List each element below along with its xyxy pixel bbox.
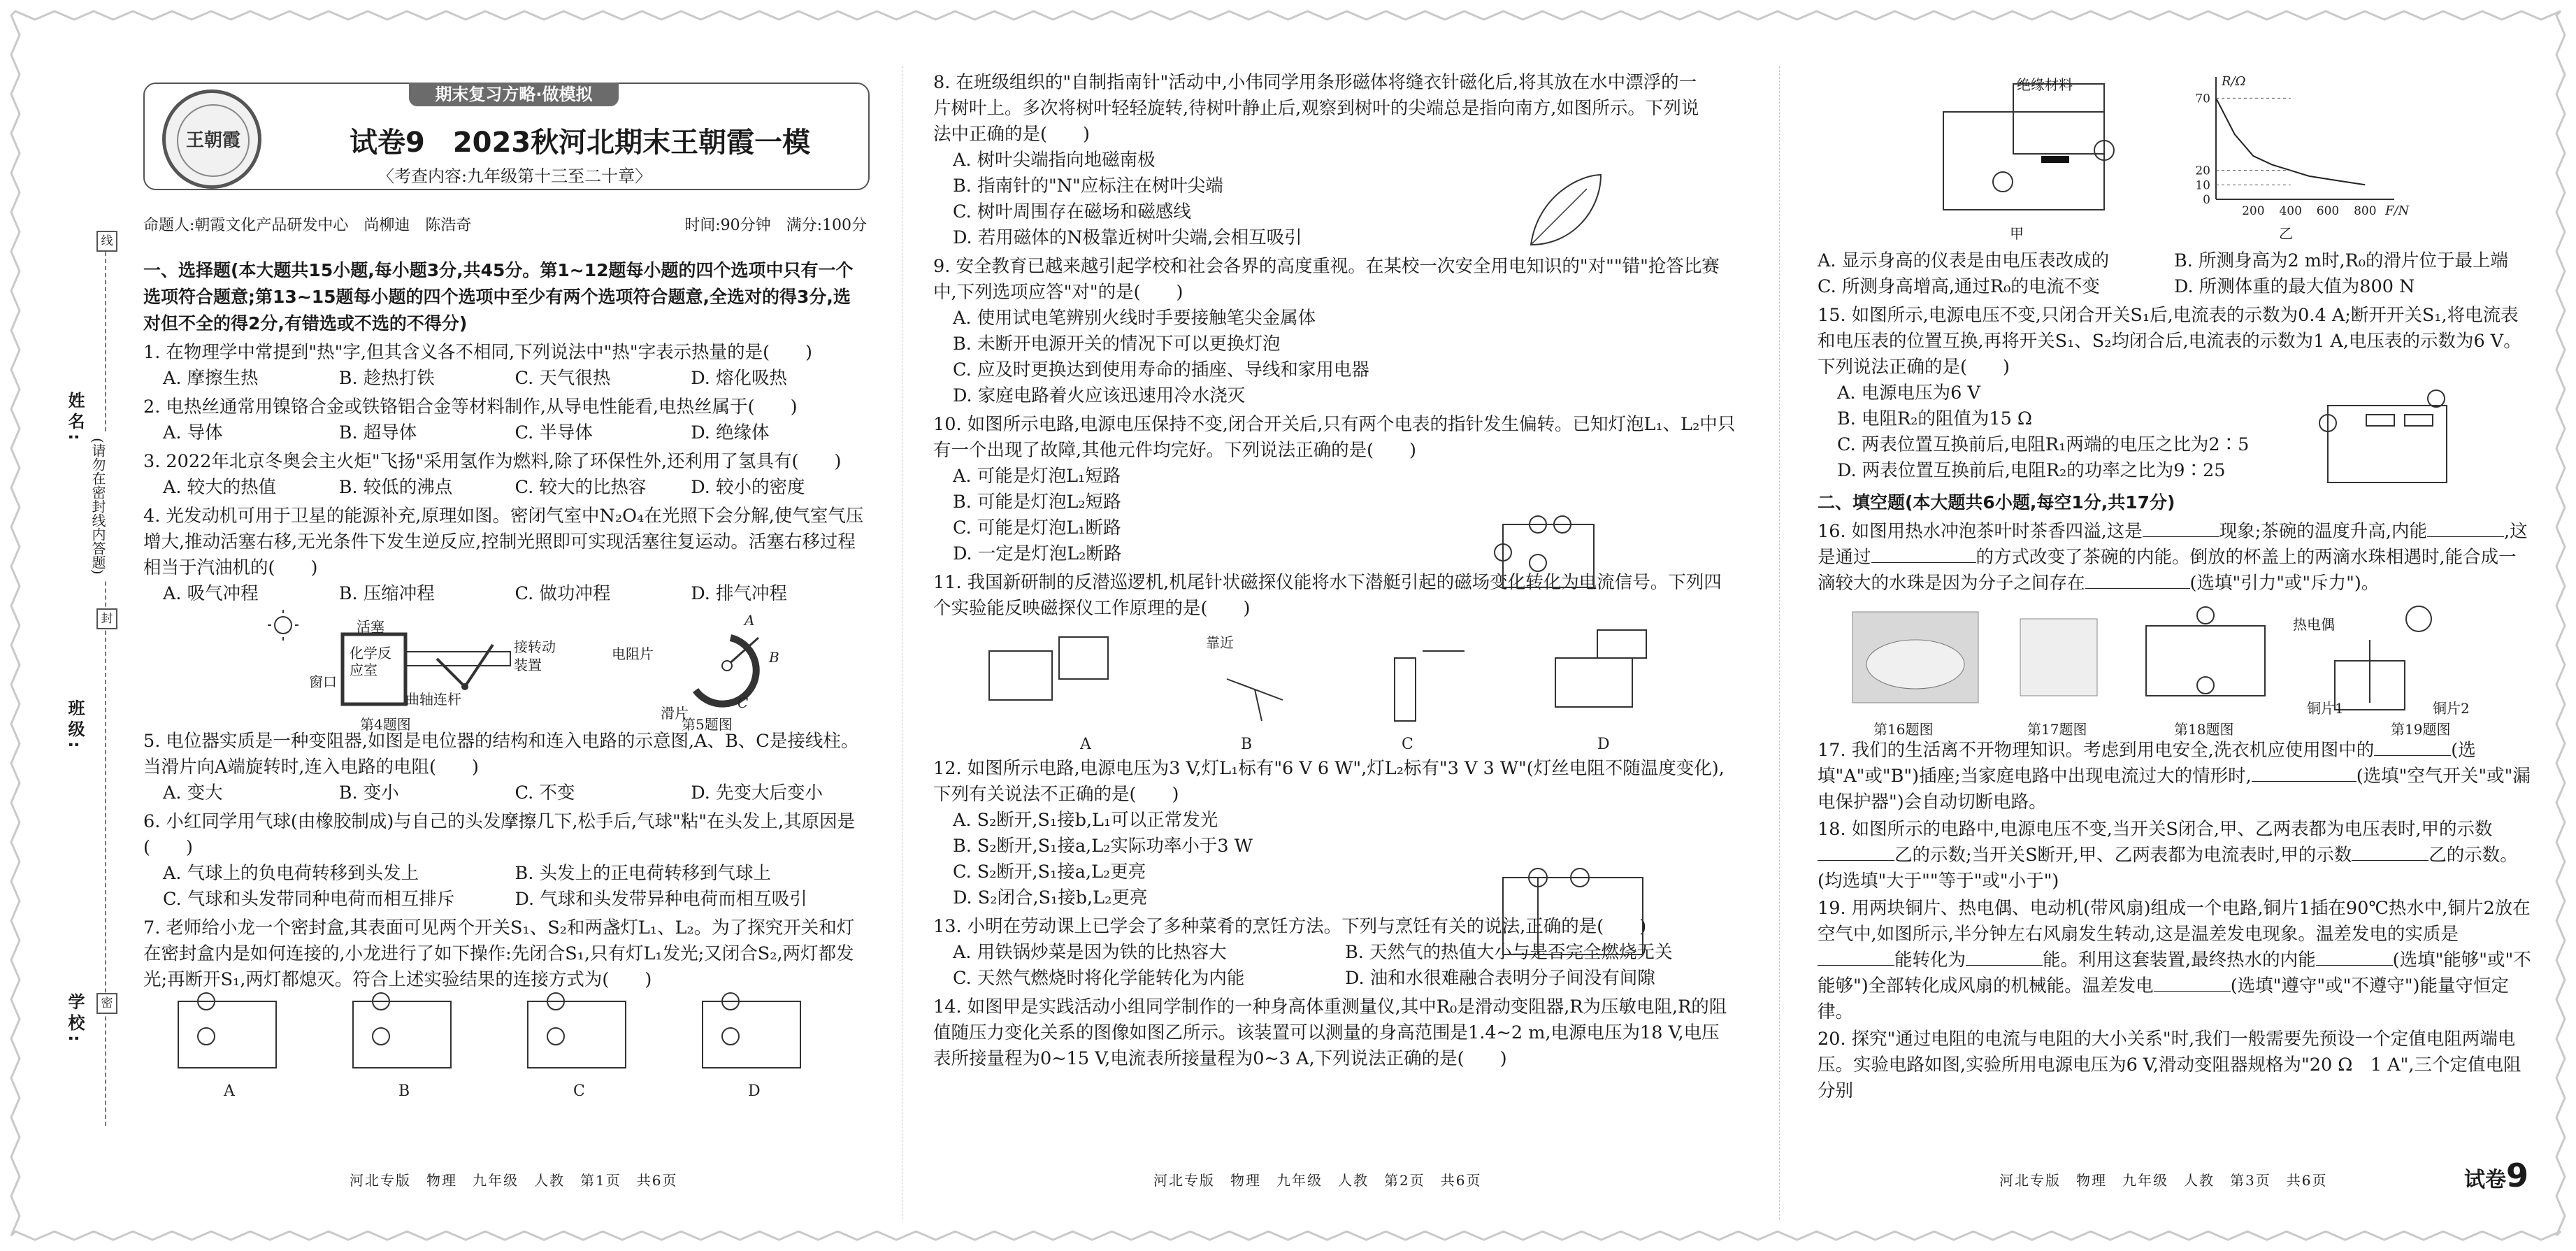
svg-text:A: A [224,1082,235,1100]
question-text: 5. 电位器实质是一种变阻器,如图是电位器的结构和连入电路的示意图,A、B、C是接线柱。当滑片向A端旋转时,连入电路的电阻( ) [143,731,859,778]
option[interactable]: A. 较大的热值 [163,477,277,498]
svg-text:A: A [744,612,755,629]
q14-yi-label: 乙 [2279,225,2293,242]
q14-graph [2174,70,2410,220]
option[interactable]: B. 压缩冲程 [338,583,435,604]
page-footer: 河北专版 物理 九年级 人教 第3页 共6页 [1999,1172,2328,1189]
answer-blank[interactable] [1818,950,1894,966]
question-10 [933,412,1737,567]
question-7 [143,915,867,993]
question-20 [1818,1027,2534,1104]
question-1 [143,340,867,392]
q20-text: 20. 探究"通过电阻的电流与电阻的大小关系"时,我们一般需要先预设一个定值电阻两端电压。实验电路如图,实验所用电源电压为6 V,滑动变阻器规格为"20 Ω 1 A",三个定值电阻分别 [1818,1029,2521,1101]
question-9 [933,254,1737,409]
option[interactable]: D. 较小的密度 [691,477,805,498]
option[interactable]: D. 油和水很难融合表明分子间没有间隙 [1345,968,1655,989]
option[interactable]: C. 半导体 [515,422,593,443]
question-11 [933,570,1737,622]
option[interactable]: D. 绝缘体 [691,422,770,443]
x-tick-label: 600 [2316,204,2340,218]
fig4-rotate-label: 接转动装置 [514,638,556,673]
option[interactable]: D. 若用磁体的N极靠近树叶尖端,会相互吸引 [953,227,1302,248]
answer-blank[interactable] [2252,766,2356,782]
q15-circuit [2307,381,2461,493]
q16-text: ,这是通过 [1818,521,2528,568]
option[interactable]: B. 趁热打铁 [338,368,435,389]
option[interactable]: A. 电源电压为6 V [1837,383,1980,403]
question-text: 8. 在班级组织的"自制指南针"活动中,小伟同学用条形磁体将缝衣针磁化后,将其放在水中漂浮的一片树叶上。多次将树叶轻轻旋转,待树叶静止后,观察到树叶的尖端总是指向南方,如图所示。下列说法中正确的是( ) [933,72,1699,145]
fig19-thermocouple-label: 热电偶 [2293,616,2335,633]
svg-text:C: C [1402,736,1413,753]
q16-text: (选填"引力"或"斥力")。 [2189,573,2380,594]
question-16 [1818,519,2534,596]
option[interactable]: D. 所测体重的最大值为800 N [2174,276,2415,297]
q18-text: 18. 如图所示的电路中,电源电压不变,当开关S闭合,甲、乙两表都为电压表时,甲的示数 [1818,819,2493,840]
option[interactable]: C. 所测身高增高,通过R₀的电流不变 [1818,276,2100,297]
question-14 [933,994,1737,1072]
fig19-copper1-label: 铜片1 [2307,700,2344,717]
svg-text:C: C [573,1082,585,1100]
fig4-window-label: 窗口 [309,673,337,690]
section-2-title: 二、填空题(本大题共6小题,每空1分,共17分) [1818,492,2175,513]
fig4-caption: 第4题图 [360,716,411,733]
question-text: 11. 我国新研制的反潜巡逻机,机尾针状磁探仪能将水下潜艇引起的磁场变化转化为电流信号。下列四个实验能反映磁探仪工作原理的是( ) [933,572,1722,619]
question-text: 6. 小红同学用气球(由橡胶制成)与自己的头发摩擦几下,松手后,气球"粘"在头发上,其原因是( ) [143,811,856,858]
question-text: 13. 小明在劳动课上已学会了多种菜肴的烹饪方法。下列与烹饪有关的说法,正确的是( ) [933,916,1647,937]
svg-text:D: D [748,1082,761,1100]
option[interactable]: D. 气球和头发带异种电荷而相互吸引 [515,889,807,910]
question-text: 12. 如图所示电路,电源电压为3 V,灯L₁标有"6 V 6 W",灯L₂标有"3 V 3 W"(灯丝电阻不随温度变化),下列有关说法不正确的是( ) [933,758,1725,805]
answer-blank[interactable] [2427,521,2504,537]
question-7-circuits [143,994,867,1099]
q17-text: (选填"空气开关"或"漏电保护器")会自动切断电路。 [1818,766,2531,813]
time-score: 时间:90分钟 满分:100分 [684,217,867,234]
fig18-caption: 第18题图 [2174,721,2234,738]
column-3 [1818,248,2534,1106]
option[interactable]: D. 排气冲程 [691,583,787,604]
option[interactable]: B. 头发上的正电荷转移到气球上 [515,863,771,884]
option[interactable]: A. 树叶尖端指向地磁南极 [953,150,1156,171]
option[interactable]: B. 可能是灯泡L₂短路 [953,492,1121,513]
q16-text: 16. 如图用热水冲泡茶叶时茶香四溢,这是 [1818,521,2143,542]
section-1-title: 一、选择题(本大题共15小题,每小题3分,共45分。第1~12题每小题的四个选项中只有一个选项符合题意;第13~15题每小题的四个选项中至少有两个选项符合题意,全选对的得3分,选对但不全的得2分,有错选或不选的不得分) [143,260,854,334]
q18-text: 乙的示数;当开关S断开,甲、乙两表都为电流表时,甲的示数 [1894,845,2352,866]
answer-blank[interactable] [2085,573,2190,589]
answer-blank[interactable] [1818,845,1894,861]
svg-text:B: B [769,649,779,666]
question-text: 2. 电热丝通常用镍铬合金或铁铬铝合金等材料制作,从导电性能看,电热丝属于( ) [143,396,798,417]
badge-prefix: 试卷 [2464,1168,2506,1192]
exam-meta [143,213,867,235]
option[interactable]: C. 天气很热 [515,368,611,389]
option[interactable]: A. 摩擦生热 [163,368,259,389]
fig4-crank-label: 曲轴连杆 [405,691,461,708]
option[interactable]: B. S₂断开,S₁接a,L₂实际功率小于3 W [953,836,1253,857]
seal-note: (请勿在密封线内答题) [88,434,108,579]
q16-text: 现象;茶碗的温度升高,内能 [2219,521,2427,542]
answer-blank[interactable] [2352,845,2429,861]
option[interactable]: A. 使用试电笔辨别火线时手要接触笔尖金属体 [953,308,1316,329]
option[interactable]: B. 电阻R₂的阻值为15 Ω [1837,408,2033,429]
brand-logo [162,90,261,189]
question-text: 15. 如图所示,电源电压不变,只闭合开关S₁后,电流表的示数为0.4 A;断开开关S₁,将电流表和电压表的位置互换,再将开关S₁、S₂均闭合后,电流表的示数为1 A,电压表的示数为6 V。下列说法正确的是( ) [1818,305,2521,378]
question-8 [933,70,1737,251]
column-1 [143,252,867,1107]
fig17-caption: 第17题图 [2027,721,2087,738]
svg-text:C: C [737,694,749,711]
fig4-room-label: 化学反应室 [350,645,391,678]
option[interactable]: C. 应及时更换达到使用寿命的插座、导线和家用电器 [953,359,1369,380]
badge-number: 9 [2506,1157,2529,1194]
option[interactable]: B. 指南针的"N"应标注在树叶尖端 [953,176,1223,196]
figure-row-4-5 [143,610,867,733]
answer-blank[interactable] [1966,950,2043,966]
answer-blank[interactable] [2316,950,2393,966]
question-2 [143,394,867,446]
q19-text: 能转化为 [1894,950,1966,971]
option[interactable]: B. 超导体 [338,422,417,443]
paper-title: 试卷9 2023秋河北期末王朝霞一模 [350,127,811,159]
name-label: 姓名: [65,392,85,445]
class-label: 班级: [65,699,85,752]
option[interactable]: A. 显示身高的仪表是由电压表改成的 [1818,250,2110,271]
fig19-caption: 第19题图 [2391,721,2451,738]
option[interactable]: C. 天然气燃烧时将化学能转化为内能 [953,968,1245,989]
q11-near-label: 靠近 [1206,634,1234,651]
y-axis-label: R/Ω [2222,74,2246,89]
fig5-slider-label: 滑片 [661,705,689,722]
answer-blank[interactable] [1871,547,1976,563]
y-tick-label: 20 [2195,164,2210,178]
option[interactable]: C. 较大的比热容 [515,477,647,498]
option[interactable]: A. 用铁锅炒菜是因为铁的比热容大 [953,942,1227,963]
column-separator [1779,66,1780,1220]
series-line [2216,98,2365,185]
fig19-copper2-label: 铜片2 [2433,700,2470,717]
option[interactable]: A. 导体 [163,422,223,443]
question-5 [143,729,867,806]
q10-circuit [1496,496,1601,601]
option[interactable]: D. 一定是灯泡L₂断路 [953,543,1122,564]
question-17 [1818,738,2534,815]
question-3 [143,449,867,501]
q16-text: 的方式改变了茶碗的内能。倒放的杯盖上的两滴水珠相遇时,能合成一滴较大的水珠是因为分子之间存在 [1818,547,2517,594]
y-tick-label: 10 [2195,178,2210,193]
y-tick-label: 70 [2195,92,2210,106]
leaf-figure [1524,168,1608,252]
option[interactable]: D. 家庭电路着火应该迅速用冷水浇灭 [953,385,1246,406]
q19-text: 能。利用这套装置,最终热水的内能 [2043,950,2316,971]
q12-circuit [1496,867,1657,972]
x-axis-label: F/N [2385,203,2410,218]
q19-text: (选填"能够"或"不能够")全部转化成风扇的机械能。温差发电 [1818,950,2531,996]
option[interactable]: B. 较低的沸点 [338,477,453,498]
fig5-resistor-label: 电阻片 [612,645,654,662]
option[interactable]: B. 未断开电源开关的情况下可以更换灯泡 [953,334,1281,355]
option[interactable]: B. 变小 [338,782,399,803]
option[interactable]: A. 吸气冲程 [163,583,259,604]
option[interactable]: D. 先变大后变小 [691,782,823,803]
option[interactable]: C. 两表位置互换前后,电阻R₁两端的电压之比为2∶5 [1837,434,2250,455]
q11-apparatus [933,623,1737,756]
svg-text:B: B [1241,736,1253,753]
question-text: 14. 如图甲是实践活动小组同学制作的一种身高体重测量仪,其中R₀是滑动变阻器,R为压敏电阻,R的阻值随压力变化关系的图像如图乙所示。该装置可以测量的身高范围是1.4~2 m,电源电压为18 V,电压表所接量程为0~15 V,电流表所接量程为0~3 A,下列说法正确的是( ) [933,996,1727,1069]
question-4 [143,503,867,607]
option[interactable]: B. 所测身高为2 m时,R₀的滑片位于最上端 [2174,250,2508,271]
svg-text:B: B [398,1082,410,1100]
option[interactable]: A. S₂断开,S₁接b,L₁可以正常发光 [953,810,1218,831]
question-6 [143,809,867,913]
option[interactable]: B. 天然气的热值大小与是否完全燃烧无关 [1345,942,1673,963]
fig5-caption: 第5题图 [682,716,733,733]
paper-badge [2464,1157,2528,1194]
fig4-piston-label: 活塞 [357,618,384,635]
question-text: 1. 在物理学中常提到"热"字,但其含义各不相同,下列说法中"热"字表示热量的是( ) [143,342,812,363]
answer-blank[interactable] [2154,975,2231,992]
exam-scope: 〈考查内容:九年级第十三至二十章〉 [377,166,652,186]
logo-text: 王朝霞 [177,104,250,177]
school-label: 学校: [65,993,85,1046]
question-text: 10. 如图所示电路,电源电压保持不变,闭合开关后,只有两个电表的指针发生偏转。已知灯泡L₁、L₂中只有一个出现了故障,其他元件均完好。下列说法正确的是( ) [933,414,1736,461]
seal-mark: 线 [96,231,117,252]
option[interactable]: A. 可能是灯泡L₁短路 [953,466,1121,487]
x-tick-label: 200 [2242,204,2265,218]
question-19 [1818,896,2534,1025]
page-footer: 河北专版 物理 九年级 人教 第1页 共6页 [350,1172,678,1189]
option[interactable]: A. 气球上的负电荷转移到头发上 [163,863,419,884]
header-band-label: 期末复习方略·做模拟 [409,83,619,106]
question-text: 9. 安全教育已越来越引起学校和社会各界的高度重视。在某校一次安全用电知识的"对""错"抢答比赛中,下列选项应答"对"的是( ) [933,256,1720,303]
option[interactable]: C. 不变 [515,782,575,803]
option[interactable]: D. 两表位置互换前后,电阻R₂的功率之比为9∶25 [1837,460,2226,481]
option[interactable]: D. S₂闭合,S₁接b,L₂更亮 [953,887,1148,908]
q14-jia-label: 甲 [2010,225,2024,242]
option[interactable]: C. 可能是灯泡L₁断路 [953,517,1121,538]
q14-insulation-label: 绝缘材料 [2017,76,2073,93]
option[interactable]: D. 熔化吸热 [691,368,787,389]
option[interactable]: C. S₂断开,S₁接a,L₂更亮 [953,862,1146,882]
seal-line [105,231,106,1126]
page-footer: 河北专版 物理 九年级 人教 第2页 共6页 [1153,1172,1482,1189]
option[interactable]: C. 做功冲程 [515,583,611,604]
option[interactable]: A. 变大 [163,782,223,803]
figure-4-5-diagrams [143,610,867,729]
q19-text: (选填"遵守"或"不遵守")能量守恒定律。 [1818,975,2510,1022]
x-tick-label: 800 [2354,204,2377,218]
seal-mark: 封 [96,608,117,629]
figure-row-16-19 [1818,598,2534,738]
option[interactable]: C. 树叶周围存在磁场和磁感线 [953,201,1191,222]
y-tick-label: 0 [2203,193,2210,207]
q19-text: 19. 用两块铜片、热电偶、电动机(带风扇)组成一个电路,铜片1插在90℃热水中,铜片2放在空气中,如图所示,半分钟左右风扇发生转动,这是温差发电现象。温差发电的实质是 [1818,898,2531,945]
question-text: 7. 老师给小龙一个密封盒,其表面可见两个开关S₁、S₂和两盏灯L₁、L₂。为了探究开关和灯在密封盒内是如何连接的,小龙进行了如下操作:先闭合S₁,只有灯L₁发光;又闭合S₂,两灯都发光;再断开S₁,两灯都熄灭。符合上述实验结果的连接方式为( ) [143,917,855,990]
authors: 命题人:朝霞文化产品研发中心 尚柳迪 陈浩奇 [143,217,472,234]
q18-text: 乙的示数。(均选填"大于""等于"或"小于") [1818,845,2518,892]
answer-blank[interactable] [2143,521,2219,537]
question-text: 4. 光发动机可用于卫星的能源补充,原理如图。密闭气室中N₂O₄在光照下会分解,使气室气压增大,推动活塞右移,无光条件下发生逆反应,控制光照即可实现活塞往复运动。活塞右移过程相当于汽油机的( ) [143,506,864,578]
question-18 [1818,817,2534,894]
q17-text: 17. 我们的生活离不开物理知识。考虑到用电安全,洗衣机应使用图中的 [1818,740,2375,761]
option[interactable]: C. 气球和头发带同种电荷而相互排斥 [163,889,455,910]
fig16-caption: 第16题图 [1873,721,1934,738]
svg-text:A: A [1080,736,1091,753]
question-11-figures [933,623,1737,756]
svg-text:D: D [1597,736,1610,753]
q17-text: (选填"A"或"B")插座;当家庭电路中出现电流过大的情形时, [1818,740,2476,787]
seal-mark: 密 [96,993,117,1014]
x-tick-label: 400 [2279,204,2302,218]
question-text: 3. 2022年北京冬奥会主火炬"飞扬"采用氢作为燃料,除了环保性外,还利用了氢具有( ) [143,451,842,472]
